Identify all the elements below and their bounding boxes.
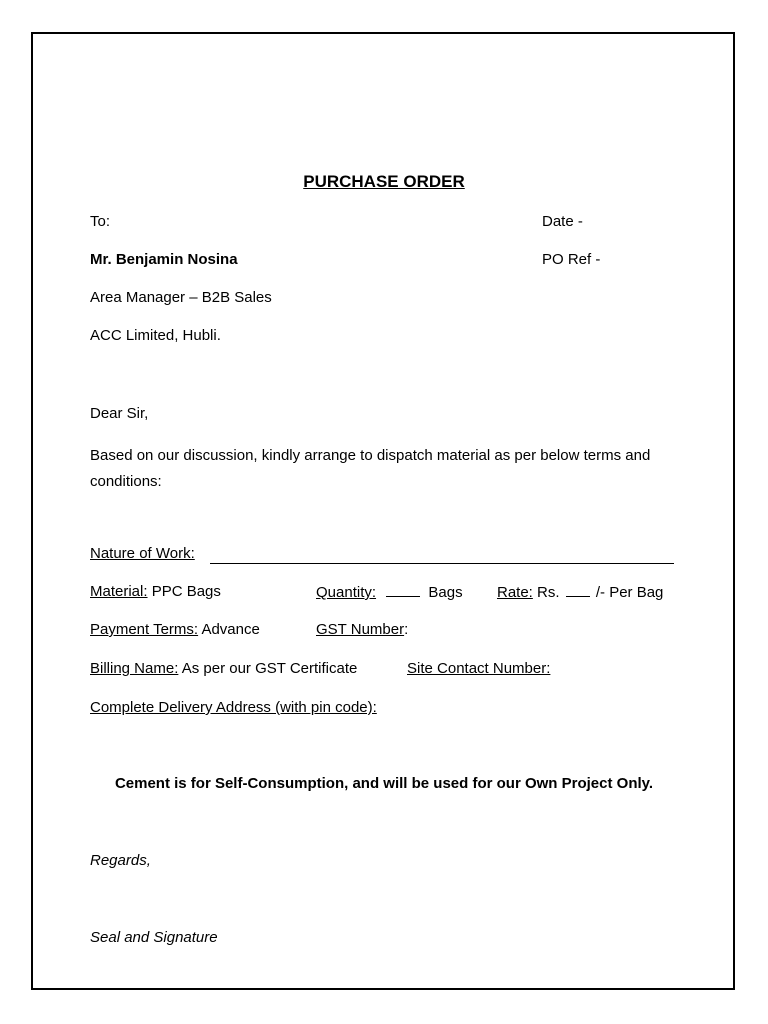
rate-field xyxy=(497,583,663,602)
body-paragraph: Based on our discussion, kindly arrange to dispatch material as per below terms and conditions: xyxy=(90,447,651,490)
site-contact-label: Site Contact Number: xyxy=(407,660,551,677)
rate-prefix: Rs. xyxy=(537,584,560,601)
document-title: PURCHASE ORDER xyxy=(303,172,465,191)
date-label: Date - xyxy=(542,213,583,230)
nature-of-work-label: Nature of Work: xyxy=(90,545,195,562)
salutation: Dear Sir, xyxy=(90,405,149,422)
self-consumption-notice: Cement is for Self-Consumption, and will be used for our Own Project Only. xyxy=(114,775,654,792)
gst-colon: : xyxy=(404,621,409,638)
payment-terms-value: Advance xyxy=(201,621,260,638)
quantity-label: Quantity: xyxy=(316,584,377,601)
seal-and-signature-label: Seal and Signature xyxy=(90,929,218,946)
recipient-company: ACC Limited, Hubli. xyxy=(90,327,221,344)
rate-label: Rate: xyxy=(497,584,533,601)
gst-number-field xyxy=(316,621,408,639)
billing-name-label: Billing Name: xyxy=(90,660,179,677)
quantity-unit: Bags xyxy=(428,584,463,601)
rate-suffix: /- Per Bag xyxy=(595,584,664,601)
billing-name-value: As per our GST Certificate xyxy=(181,660,358,677)
material-field xyxy=(90,583,221,601)
material-value: PPC Bags xyxy=(151,583,221,600)
to-label: To: xyxy=(90,213,111,230)
recipient-name: Mr. Benjamin Nosina xyxy=(90,251,238,268)
delivery-address-label: Complete Delivery Address (with pin code): xyxy=(90,699,377,716)
payment-terms-label: Payment Terms: xyxy=(90,621,199,638)
recipient-role: Area Manager – B2B Sales xyxy=(90,289,272,306)
nature-of-work-line xyxy=(210,563,674,564)
po-ref-label: PO Ref - xyxy=(542,251,601,268)
billing-name-field xyxy=(90,660,357,678)
closing: Regards, xyxy=(90,852,151,869)
rate-blank xyxy=(566,583,590,597)
quantity-blank xyxy=(386,583,420,597)
material-label: Material: xyxy=(90,583,148,600)
quantity-field xyxy=(316,583,463,602)
gst-number-label: GST Number xyxy=(316,621,405,638)
payment-terms-field xyxy=(90,621,260,639)
